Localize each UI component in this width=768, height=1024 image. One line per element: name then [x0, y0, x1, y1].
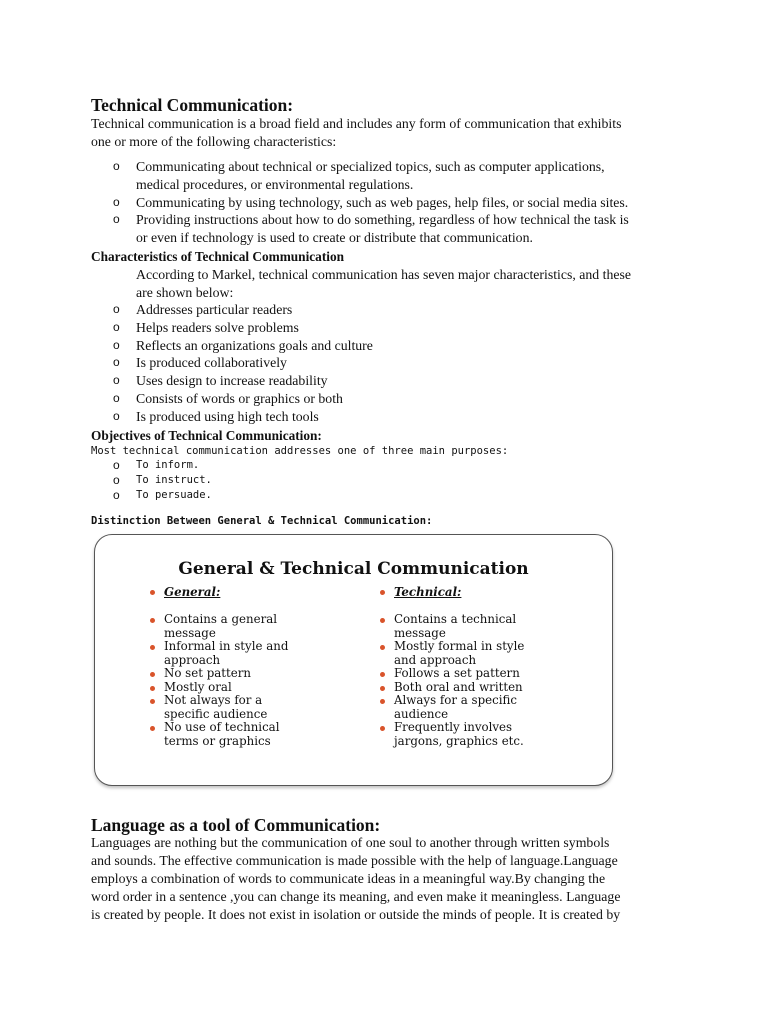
general-column	[150, 585, 365, 748]
characteristics-list	[91, 158, 691, 247]
general-heading: General:	[150, 585, 365, 599]
section-title-objectives: Objectives of Technical Communication:	[91, 428, 322, 443]
general-list	[150, 613, 365, 748]
list-item: No set pattern	[150, 667, 365, 681]
list-item: No use of technical terms or graphics	[150, 721, 365, 748]
paragraph-line: and sounds. The effective communication is made possible with the help of language.Language	[91, 853, 618, 868]
paragraph-line: According to Markel, technical communication has seven major characteristics, and these	[136, 267, 631, 282]
list-item: Contains a general message	[150, 613, 365, 640]
technical-list	[380, 613, 595, 748]
list-item: Mostly oral	[150, 681, 365, 695]
list-item: o Addresses particular readers	[91, 301, 691, 319]
list-item: o To instruct.	[91, 473, 691, 488]
list-item: o To persuade.	[91, 488, 691, 503]
section-title-characteristics: Characteristics of Technical Communication	[91, 249, 344, 264]
list-item: Both oral and written	[380, 681, 595, 695]
list-item: o Helps readers solve problems	[91, 319, 691, 337]
objectives-intro: Most technical communication addresses one of three main purposes:	[91, 445, 509, 457]
paragraph-line: Languages are nothing but the communication of one soul to another through written symbols	[91, 835, 610, 850]
paragraph-line: employs a combination of words to communicate ideas in a meaningful way.By changing the	[91, 871, 606, 886]
paragraph-line: are shown below:	[136, 285, 234, 300]
markel-characteristics-list	[91, 301, 691, 426]
section-title-language: Language as a tool of Communication:	[91, 815, 381, 835]
list-item: o Communicating by using technology, such as web pages, help files, or social media sites.	[91, 194, 691, 212]
list-item: Contains a technical message	[380, 613, 595, 640]
list-item: o Is produced using high tech tools	[91, 408, 691, 426]
list-item: o To inform.	[91, 458, 691, 473]
paragraph-line: one or more of the following characteristics:	[91, 134, 337, 149]
list-item: o Communicating about technical or specialized topics, such as computer applications, medical procedures, or environmental regulations.	[91, 158, 691, 194]
list-item: o Uses design to increase readability	[91, 372, 691, 390]
list-item: o Providing instructions about how to do something, regardless of how technical the task is or even if technology is used to create or distribute that communication.	[91, 211, 691, 247]
list-item: Always for a specific audience	[380, 694, 595, 721]
technical-heading: Technical:	[380, 585, 595, 599]
figure-title: General & Technical Communication	[178, 559, 529, 579]
section-title-technical-communication: Technical Communication:	[91, 95, 294, 115]
list-item: o Reflects an organizations goals and culture	[91, 337, 691, 355]
list-item: Not always for a specific audience	[150, 694, 365, 721]
paragraph-line: is created by people. It does not exist in isolation or outside the minds of people. It is created by	[91, 907, 621, 922]
paragraph-line: word order in a sentence ,you can change its meaning, and even make it meaningless. Language	[91, 889, 621, 904]
section-title-distinction: Distinction Between General & Technical Communication:	[91, 515, 433, 527]
paragraph-line: Technical communication is a broad field and includes any form of communication that exhibits	[91, 116, 622, 131]
comparison-figure	[94, 534, 613, 786]
list-item: o Consists of words or graphics or both	[91, 390, 691, 408]
list-item: Frequently involves jargons, graphics etc.	[380, 721, 595, 748]
list-item: o Is produced collaboratively	[91, 354, 691, 372]
list-item: Follows a set pattern	[380, 667, 595, 681]
technical-column	[380, 585, 595, 748]
list-item: Informal in style and approach	[150, 640, 365, 667]
objectives-list	[91, 458, 691, 503]
list-item: Mostly formal in style and approach	[380, 640, 595, 667]
